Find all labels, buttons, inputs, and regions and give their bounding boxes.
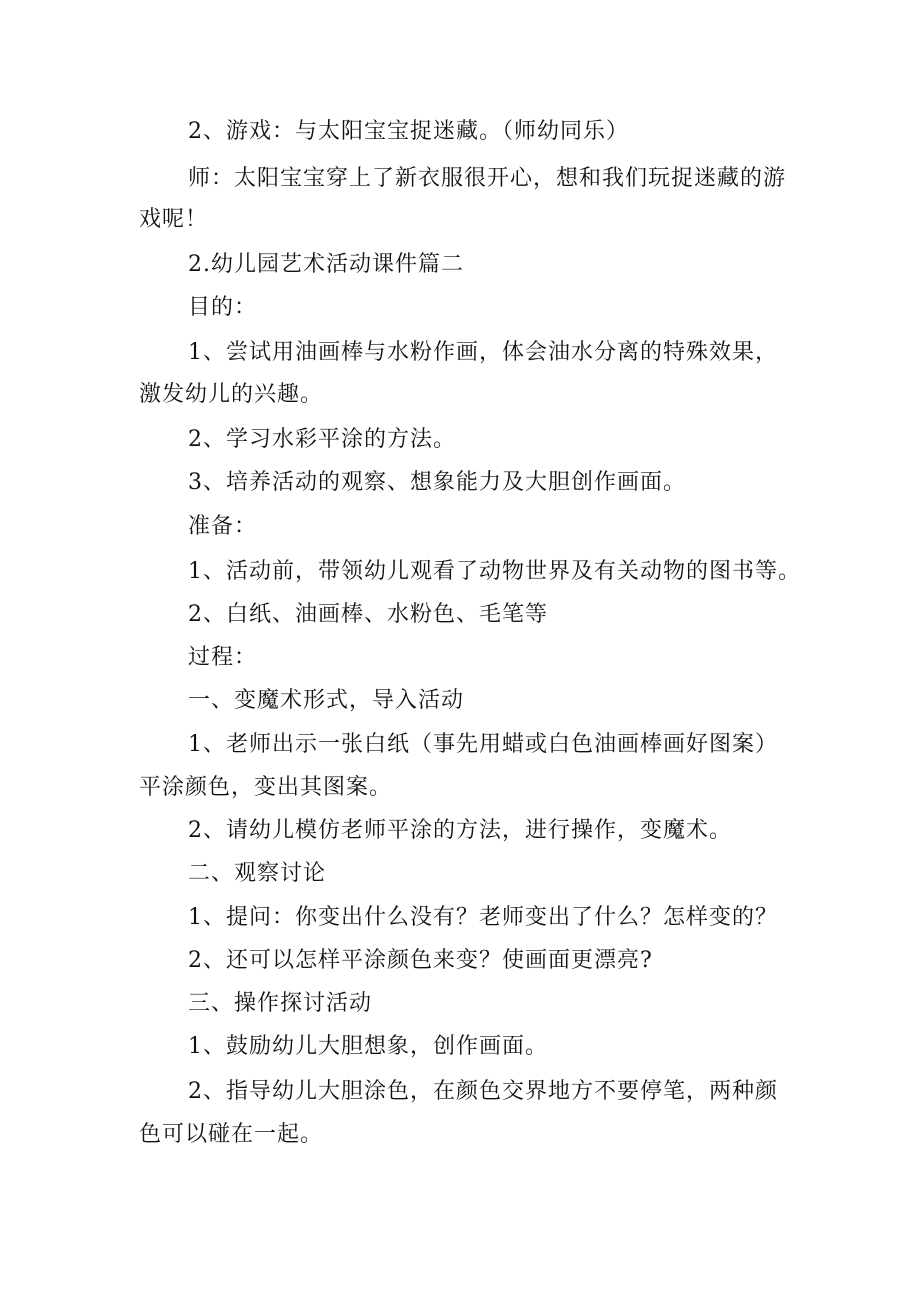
- paragraph-line: 2、指导幼儿大胆涂色，在颜色交界地方不要停笔，两种颜: [188, 1079, 778, 1104]
- subsection-heading: 二、观察讨论: [188, 861, 327, 886]
- section-label: 过程：: [188, 645, 258, 670]
- paragraph-line: 3、培养活动的观察、想象能力及大胆创作画面。: [188, 470, 686, 495]
- paragraph-line: 戏呢！: [139, 207, 209, 232]
- paragraph-line: 师：太阳宝宝穿上了新衣服很开心，想和我们玩捉迷藏的游: [188, 166, 787, 191]
- subsection-heading: 一、变魔术形式，导入活动: [188, 688, 465, 713]
- paragraph-line: 1、提问：你变出什么没有？老师变出了什么？怎样变的？: [188, 905, 778, 930]
- section-label: 目的：: [188, 295, 258, 320]
- paragraph-line: 1、活动前，带领幼儿观看了动物世界及有关动物的图书等。: [188, 559, 801, 584]
- paragraph-line: 激发幼儿的兴趣。: [139, 382, 324, 407]
- paragraph-line: 1、尝试用油画棒与水粉作画，体会油水分离的特殊效果，: [188, 340, 778, 365]
- paragraph-line: 2、白纸、油画棒、水粉色、毛笔等: [188, 602, 548, 627]
- paragraph-line: 色可以碰在一起。: [139, 1122, 324, 1147]
- paragraph-line: 2、请幼儿模仿老师平涂的方法，进行操作，变魔术。: [188, 818, 732, 843]
- paragraph-line: 1、老师出示一张白纸（事先用蜡或白色油画棒画好图案）: [188, 732, 778, 757]
- section-heading: 2.幼儿园艺术活动课件篇二: [188, 252, 464, 277]
- paragraph-line: 2、游戏：与太阳宝宝捉迷藏。（师幼同乐）: [188, 119, 629, 144]
- paragraph-line: 平涂颜色，变出其图案。: [139, 775, 393, 800]
- paragraph-line: 2、学习水彩平涂的方法。: [188, 427, 456, 452]
- section-label: 准备：: [188, 514, 258, 539]
- paragraph-line: 1、鼓励幼儿大胆想象，创作画面。: [188, 1034, 548, 1059]
- paragraph-line: 2、还可以怎样平涂颜色来变？使画面更漂亮?: [188, 948, 653, 973]
- subsection-heading: 三、操作探讨活动: [188, 991, 373, 1016]
